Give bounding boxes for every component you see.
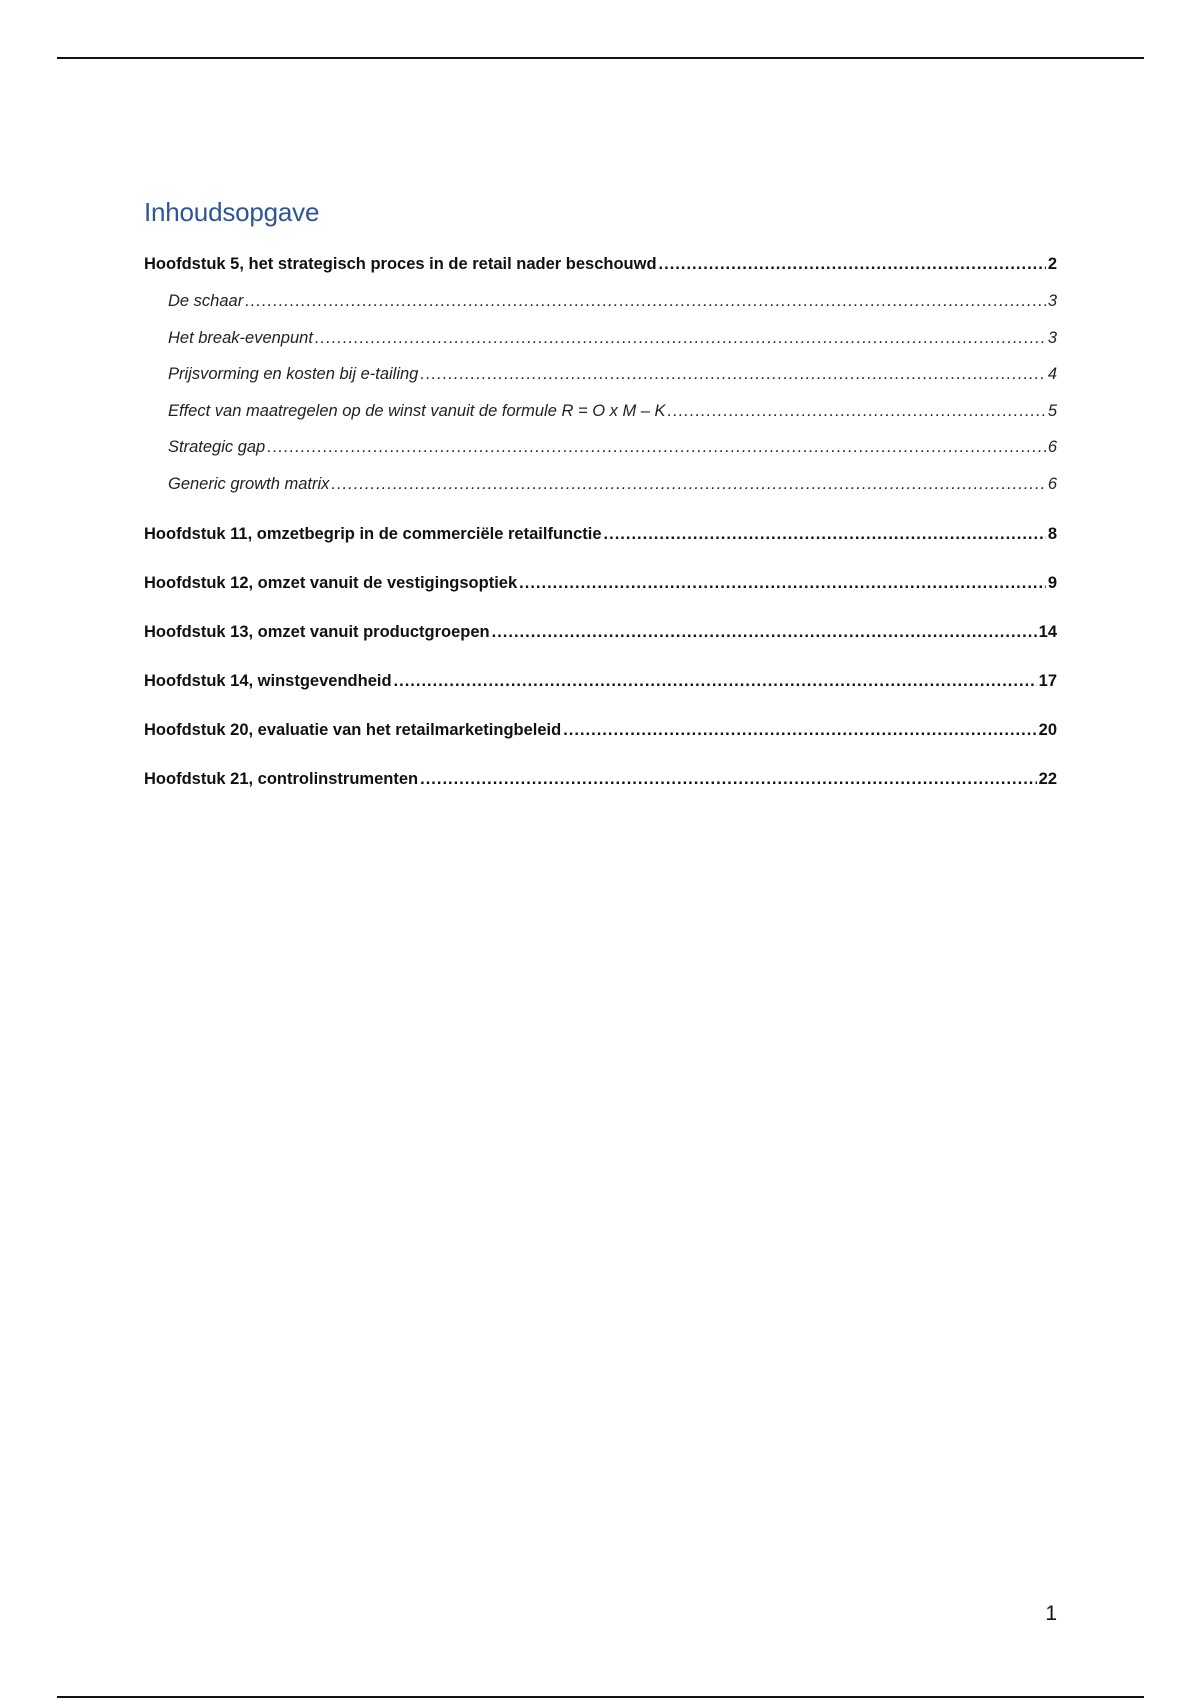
toc-entry-chapter-13[interactable] [144, 620, 1057, 669]
toc-title: Inhoudsopgave [144, 197, 320, 227]
toc-entry-effect-maatregelen[interactable] [144, 399, 1057, 436]
toc-entry-label: Hoofdstuk 21, controlinstrumenten [144, 769, 419, 788]
toc-entry-break-evenpunt[interactable] [144, 326, 1057, 363]
toc-entry-label: Hoofdstuk 20, evaluatie van het retailmarketingbeleid [144, 720, 562, 739]
toc-entry-page: 20 [1038, 720, 1057, 739]
page-number: 1 [1045, 1602, 1057, 1625]
toc-entry-page: 2 [1047, 255, 1057, 273]
toc-entry-chapter-21[interactable] [144, 767, 1057, 816]
toc-entry-page: 14 [1038, 622, 1057, 641]
toc-entry-page: 3 [1047, 292, 1057, 310]
dot-leader [245, 289, 1046, 313]
toc-entry-label: Generic growth matrix [168, 474, 330, 493]
toc-entry-de-schaar[interactable] [144, 289, 1057, 326]
toc-entry-page: 4 [1047, 365, 1057, 383]
toc-entry-page: 22 [1038, 769, 1057, 788]
dot-leader [519, 571, 1046, 595]
toc-entry-page: 5 [1047, 401, 1057, 420]
dot-leader [563, 718, 1036, 742]
toc-entry-page: 6 [1047, 474, 1057, 493]
toc-entry-chapter-20[interactable] [144, 718, 1057, 767]
toc-entry-label: Prijsvorming en kosten bij e-tailing [168, 365, 419, 383]
toc-entry-generic-growth-matrix[interactable] [144, 472, 1057, 522]
header-rule [57, 57, 1144, 59]
dot-leader [267, 435, 1046, 459]
toc-entry-chapter-11[interactable] [144, 522, 1057, 571]
dot-leader [315, 326, 1046, 350]
toc-entry-label: Strategic gap [168, 438, 266, 456]
dot-leader [668, 399, 1046, 423]
toc-entry-label: Hoofdstuk 11, omzetbegrip in de commerciële retailfunctie [144, 524, 602, 543]
toc-entry-page: 3 [1047, 328, 1057, 347]
toc-list [144, 252, 1057, 816]
dot-leader [331, 472, 1045, 496]
toc-entry-chapter-5[interactable] [144, 252, 1057, 289]
toc-entry-page: 8 [1047, 524, 1057, 543]
toc-entry-prijsvorming[interactable] [144, 362, 1057, 399]
toc-entry-strategic-gap[interactable] [144, 435, 1057, 472]
toc-entry-label: Het break-evenpunt [168, 328, 313, 347]
toc-entry-chapter-14[interactable] [144, 669, 1057, 718]
toc-entry-page: 9 [1047, 573, 1057, 592]
dot-leader [604, 522, 1046, 546]
toc-entry-chapter-12[interactable] [144, 571, 1057, 620]
toc-entry-label: Hoofdstuk 12, omzet vanuit de vestigingsoptiek [144, 573, 518, 592]
toc-entry-page: 17 [1038, 671, 1057, 690]
dot-leader [394, 669, 1037, 693]
toc-entry-label: Hoofdstuk 13, omzet vanuit productgroepen [144, 622, 490, 641]
toc-entry-label: Hoofdstuk 5, het strategisch proces in de retail nader beschouwd [144, 255, 657, 273]
footer-rule [57, 1696, 1144, 1698]
table-of-contents [144, 192, 1057, 816]
dot-leader [420, 767, 1037, 791]
dot-leader [420, 362, 1045, 386]
toc-entry-label: De schaar [168, 292, 244, 310]
toc-entry-page: 6 [1047, 438, 1057, 456]
toc-entry-label: Hoofdstuk 14, winstgevendheid [144, 671, 392, 690]
dot-leader [659, 252, 1046, 276]
dot-leader [492, 620, 1037, 644]
toc-entry-label: Effect van maatregelen op de winst vanuit de formule R = O x M – K [168, 401, 666, 420]
